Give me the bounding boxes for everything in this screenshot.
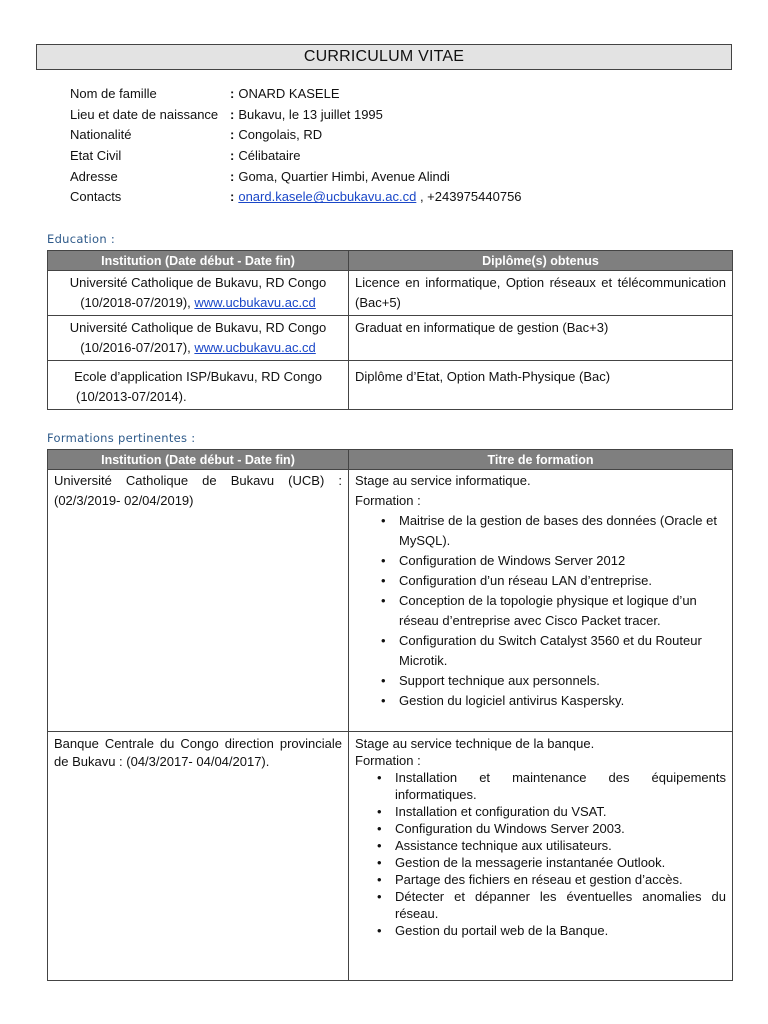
- institution-cell: [48, 271, 349, 316]
- institution-cell: [48, 316, 349, 361]
- training-cell: [349, 732, 733, 981]
- info-label: Nom de famille: [70, 86, 157, 101]
- list-item: • Support technique aux personnels.: [399, 671, 726, 691]
- info-row-contacts: Contacts : onard.kasele@ucbukavu.ac.cd , +243975440756: [70, 187, 522, 208]
- website-link[interactable]: www.ucbukavu.ac.cd: [194, 340, 316, 355]
- list-item: • Conception de la topologie physique et logique d’un réseau d’entreprise avec Cisco Packet tracer.: [399, 591, 726, 631]
- training-list: [355, 769, 726, 939]
- info-value: Goma, Quartier Himbi, Avenue Alindi: [238, 168, 450, 184]
- contact-separator: ,: [416, 189, 428, 205]
- info-row-birth: Lieu et date de naissance : Bukavu, le 13 juillet 1995: [70, 105, 522, 126]
- stage-title: Stage au service informatique.: [355, 473, 531, 488]
- diploma-cell: Licence en informatique, Option réseaux et télécommunication (Bac+5): [349, 271, 733, 316]
- table-row: [48, 271, 733, 316]
- diploma-cell: Diplôme d’Etat, Option Math-Physique (Bac): [349, 361, 733, 410]
- table-row: [48, 316, 733, 361]
- list-item: • Configuration du Windows Server 2003.: [395, 820, 726, 837]
- table-row: [48, 470, 733, 732]
- education-table: [47, 250, 733, 410]
- info-label: Etat Civil: [70, 148, 122, 164]
- table-header-row: [48, 450, 733, 470]
- institution-name: Université Catholique de Bukavu, RD Congo: [69, 320, 327, 335]
- info-label: Contacts: [70, 189, 122, 205]
- info-label: Nationalité: [70, 127, 132, 143]
- list-item: • Gestion du portail web de la Banque.: [395, 922, 726, 939]
- info-row-address: Adresse : Goma, Quartier Himbi, Avenue Alindi: [70, 167, 522, 188]
- institution-dates: (10/2016-07/2017), www.ucbukavu.ac.cd: [80, 340, 316, 355]
- institution-name: Ecole d’application ISP/Bukavu, RD Congo: [74, 369, 322, 384]
- list-item: • Détecter et dépanner les éventuelles anomalies du réseau.: [395, 888, 726, 922]
- training-list: [355, 511, 726, 711]
- table-row: [48, 732, 733, 981]
- trainings-heading: Formations pertinentes :: [47, 431, 196, 445]
- training-cell: [349, 470, 733, 732]
- table-header-row: [48, 251, 733, 271]
- trainings-table: [47, 449, 733, 981]
- email-link[interactable]: onard.kasele@ucbukavu.ac.cd: [238, 189, 417, 205]
- education-heading: Education :: [47, 232, 116, 246]
- list-item: • Gestion du logiciel antivirus Kaspersky.: [399, 691, 726, 711]
- institution-cell: [48, 361, 349, 410]
- institution-cell: Université Catholique de Bukavu (UCB) : (02/3/2019- 02/04/2019): [48, 470, 349, 732]
- institution-dates: (10/2013-07/2014).: [76, 389, 187, 404]
- info-row-civil-status: Etat Civil : Célibataire: [70, 146, 522, 167]
- info-value: Bukavu, le 13 juillet 1995: [238, 106, 383, 122]
- institution-cell: Banque Centrale du Congo direction provinciale de Bukavu : (04/3/2017- 04/04/2017).: [48, 732, 349, 981]
- table-row: [48, 361, 733, 410]
- list-item: • Assistance technique aux utilisateurs.: [395, 837, 726, 854]
- column-header: Institution (Date début - Date fin): [48, 251, 349, 271]
- column-header: Titre de formation: [349, 450, 733, 470]
- info-value: ONARD KASELE: [238, 86, 340, 101]
- list-item: • Configuration de Windows Server 2012: [399, 551, 726, 571]
- info-label: Lieu et date de naissance: [70, 106, 219, 122]
- info-row-last-name: Nom de famille : ONARD KASELE: [70, 84, 522, 105]
- info-label: Adresse: [70, 168, 118, 184]
- formation-label: Formation :: [355, 493, 421, 508]
- list-item: • Installation et configuration du VSAT.: [395, 803, 726, 820]
- list-item: • Configuration du Switch Catalyst 3560 et du Routeur Microtik.: [399, 631, 726, 671]
- list-item: • Maitrise de la gestion de bases des données (Oracle et MySQL).: [399, 511, 726, 551]
- institution-name: Université Catholique de Bukavu, RD Congo: [69, 275, 327, 290]
- list-item: • Gestion de la messagerie instantanée Outlook.: [395, 854, 726, 871]
- column-header: Diplôme(s) obtenus: [349, 251, 733, 271]
- info-row-nationality: Nationalité : Congolais, RD: [70, 125, 522, 146]
- personal-info: [70, 84, 522, 208]
- info-value: Congolais, RD: [238, 127, 323, 143]
- institution-dates: (10/2018-07/2019), www.ucbukavu.ac.cd: [80, 295, 316, 310]
- column-header: Institution (Date début - Date fin): [48, 450, 349, 470]
- website-link[interactable]: www.ucbukavu.ac.cd: [194, 295, 316, 310]
- cv-title: CURRICULUM VITAE: [36, 44, 732, 70]
- list-item: • Partage des fichiers en réseau et gestion d’accès.: [395, 871, 726, 888]
- diploma-cell: Graduat en informatique de gestion (Bac+3): [349, 316, 733, 361]
- info-value: Célibataire: [238, 148, 301, 164]
- stage-title: Stage au service technique de la banque.: [355, 736, 595, 751]
- formation-label: Formation :: [355, 753, 421, 768]
- phone-number: +243975440756: [427, 189, 522, 205]
- list-item: • Configuration d’un réseau LAN d’entreprise.: [399, 571, 726, 591]
- list-item: • Installation et maintenance des équipements informatiques.: [395, 769, 726, 803]
